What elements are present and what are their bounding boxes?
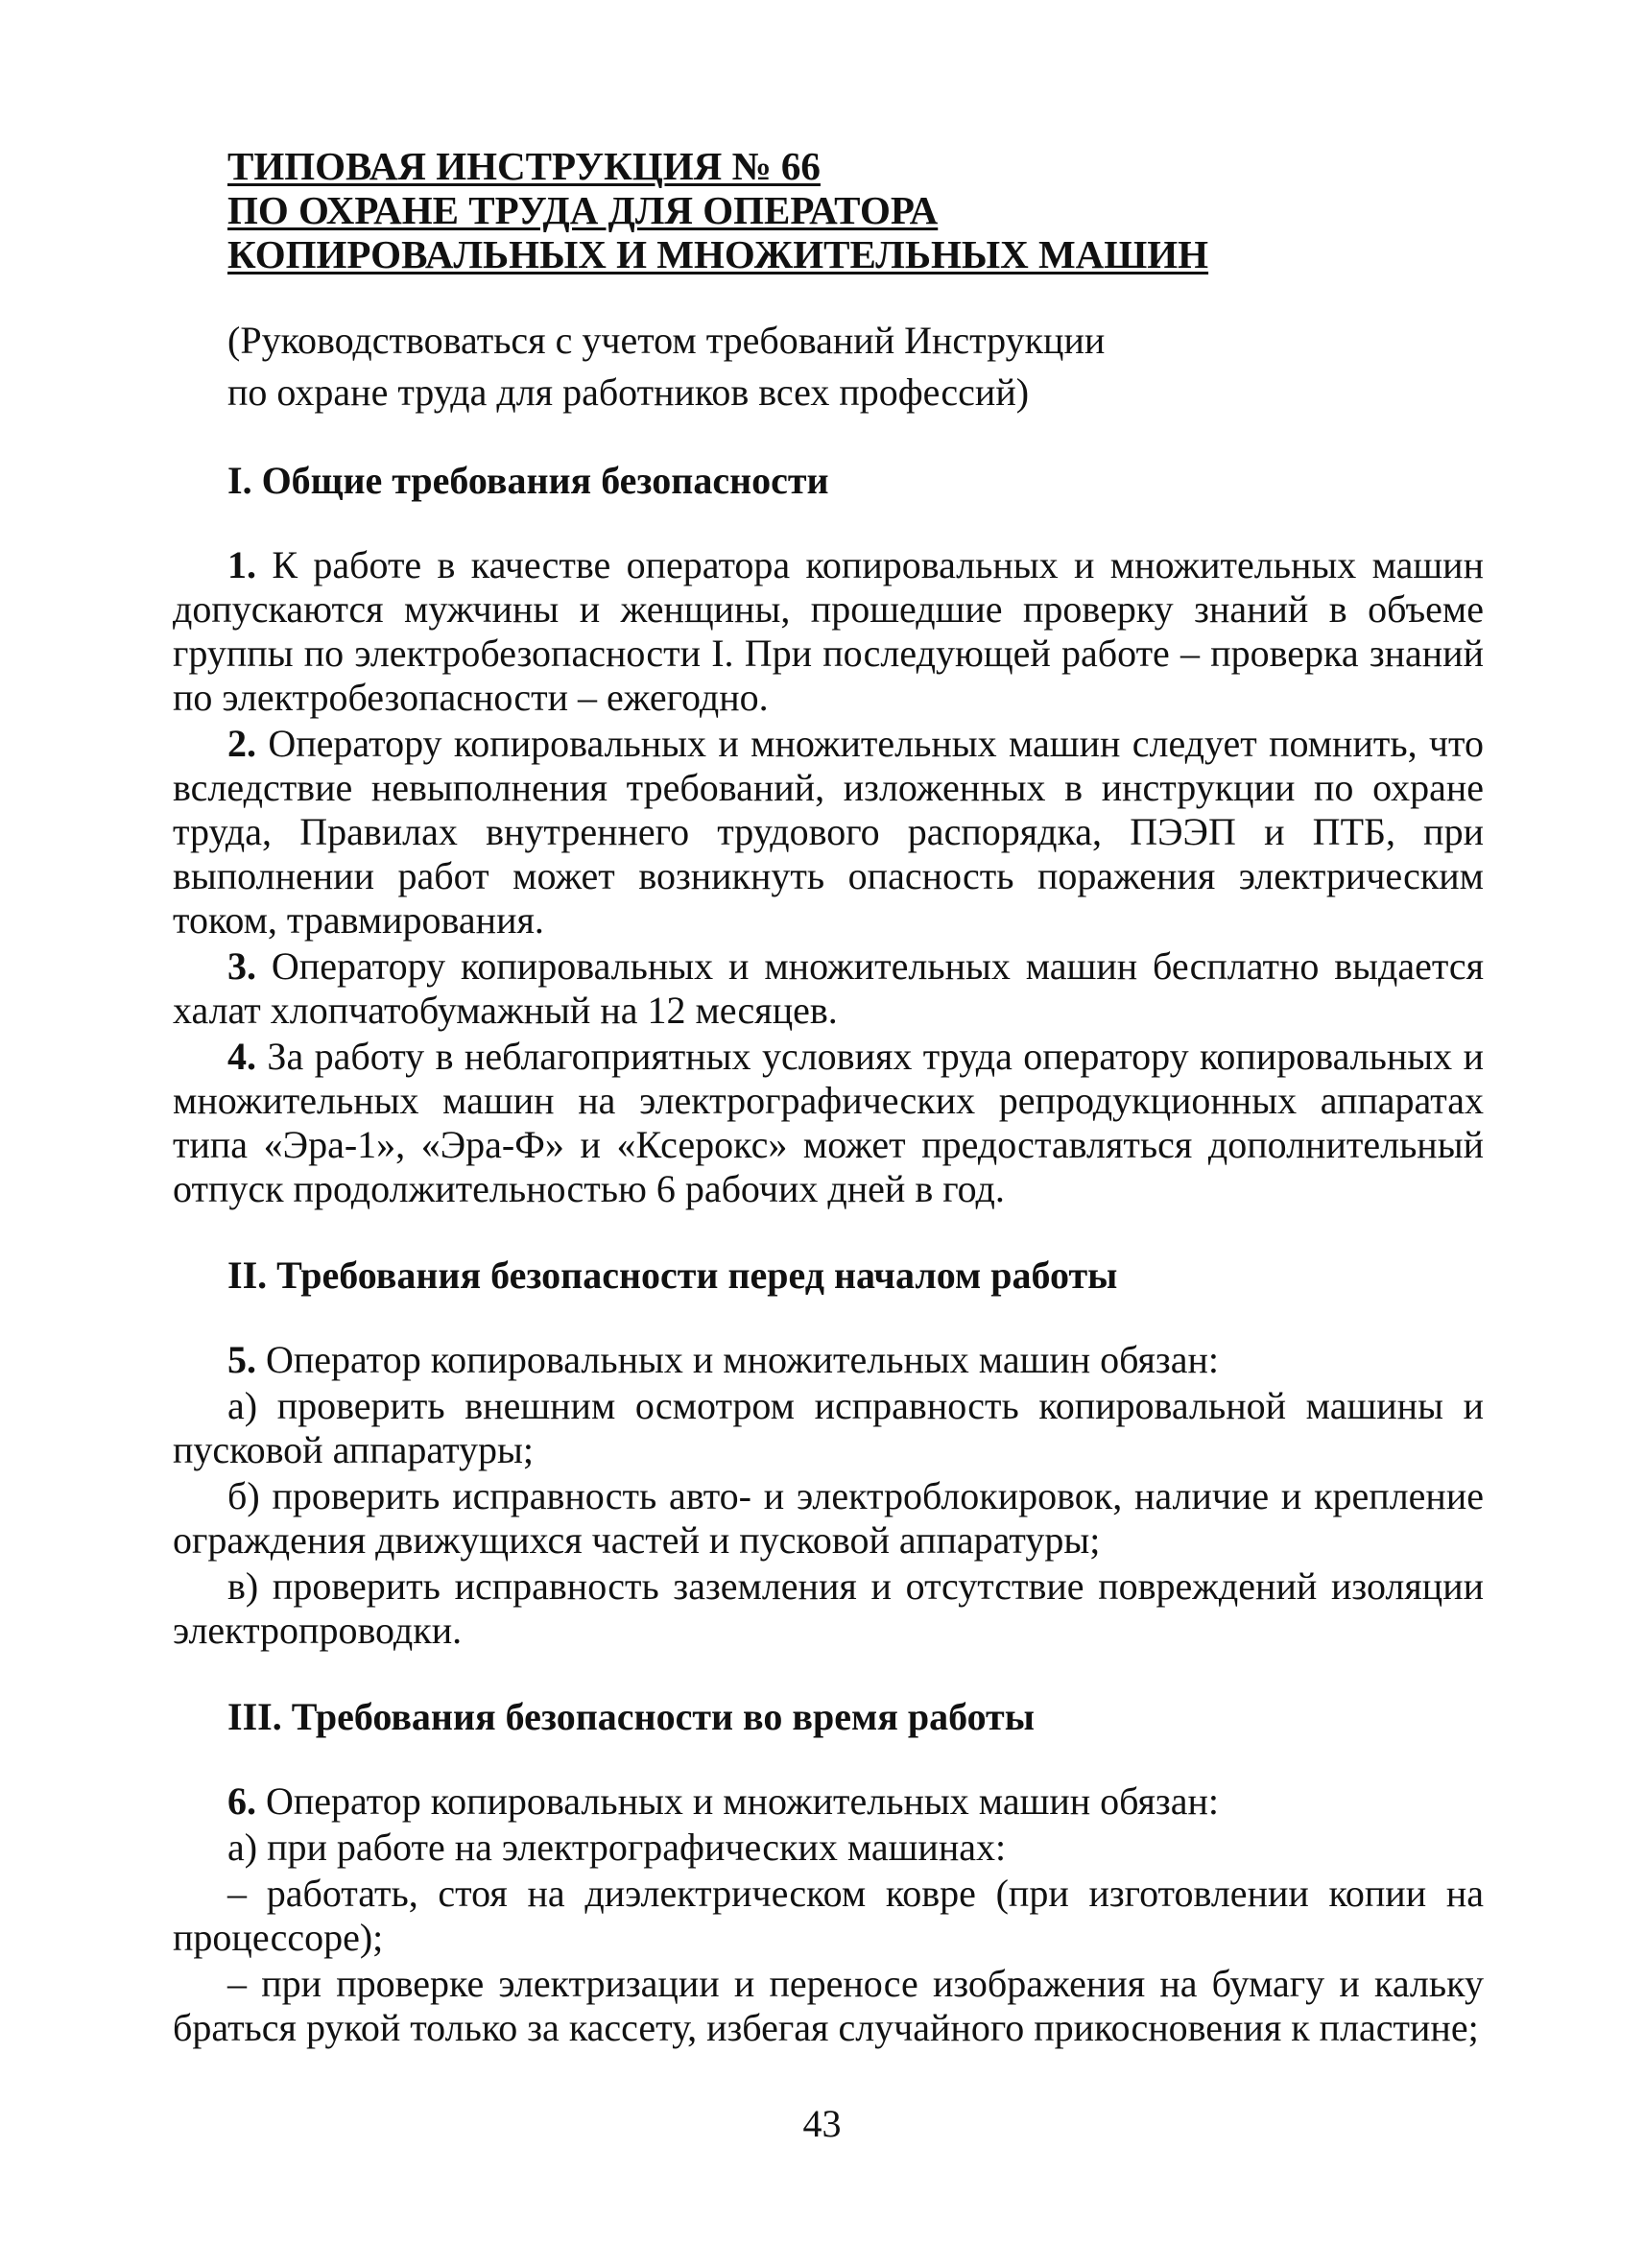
title-line-3: КОПИРОВАЛЬНЫХ И МНОЖИТЕЛЬНЫХ МАШИН xyxy=(227,232,1209,276)
section-heading-1: I. Общие требования безопасности xyxy=(227,459,829,502)
paragraph-5-text: Оператор копировальных и множительных машин обязан: xyxy=(256,1338,1220,1381)
paragraph-5 xyxy=(173,1338,1484,1382)
paragraph-6-number: 6. xyxy=(227,1779,256,1823)
paragraph-2 xyxy=(173,722,1484,943)
paragraph-1 xyxy=(173,543,1484,720)
paragraph-3 xyxy=(173,944,1484,1033)
paragraph-4-number: 4. xyxy=(227,1035,256,1078)
paragraph-4 xyxy=(173,1035,1484,1211)
paragraph-3-number: 3. xyxy=(227,944,256,988)
paragraph-6a-2: – при проверке электризации и переносе изображения на бумагу и кальку браться рукой только за кассету, избегая случайного прикосновения к пластине; xyxy=(173,1962,1484,2049)
subtitle-line-1: (Руководствоваться с учетом требований Инструкции xyxy=(227,319,1106,362)
paragraph-5-number: 5. xyxy=(227,1338,256,1381)
paragraph-1-text: К работе в качестве оператора копировальных и множительных машин допускаются мужчины и женщины, прошедшие проверку знаний в объеме группы по электробезопасности I. При последующей работе – проверка знаний по электробезопасности – ежегодно. xyxy=(173,543,1484,719)
document-subtitle xyxy=(173,315,1484,418)
subtitle-line-2: по охране труда для работников всех профессий) xyxy=(227,370,1030,414)
paragraph-6-text: Оператор копировальных и множительных машин обязан: xyxy=(256,1779,1220,1823)
paragraph-5c: в) проверить исправность заземления и отсутствие повреждений изоляции электропроводки. xyxy=(173,1564,1484,1652)
paragraph-3-text: Оператору копировальных и множительных машин бесплатно выдается халат хлопчатобумажный на 12 месяцев. xyxy=(173,944,1484,1032)
paragraph-2-text: Оператору копировальных и множительных машин следует помнить, что вследствие невыполнения требований, изложенных в инструкции по охране труда, Правилах внутреннего трудового распорядка, ПЭЭП и ПТБ, при выполнении работ может возникнуть опасность поражения электрическим током, травмирования. xyxy=(173,722,1484,942)
paragraph-2-number: 2. xyxy=(227,722,256,765)
title-line-2: ПО ОХРАНЕ ТРУДА ДЛЯ ОПЕРАТОРА xyxy=(227,188,939,232)
page-number: 43 xyxy=(802,2102,842,2145)
document-title xyxy=(173,144,1484,276)
paragraph-5a: а) проверить внешним осмотром исправность копировальной машины и пусковой аппаратуры; xyxy=(173,1384,1484,1471)
paragraph-5b: б) проверить исправность авто- и электроблокировок, наличие и крепление ограждения движущихся частей и пусковой аппаратуры; xyxy=(173,1474,1484,1562)
section-heading-2: II. Требования безопасности перед началом работы xyxy=(227,1253,1118,1297)
paragraph-6a: а) при работе на электрографических машинах: xyxy=(227,1826,1007,1869)
paragraph-6 xyxy=(173,1779,1484,1824)
paragraph-1-number: 1. xyxy=(227,543,256,586)
paragraph-6a-1: – работать, стоя на диэлектрическом ковре (при изготовлении копии на процессоре); xyxy=(173,1872,1484,1959)
title-line-1: ТИПОВАЯ ИНСТРУКЦИЯ № 66 xyxy=(227,144,821,188)
section-heading-3: III. Требования безопасности во время работы xyxy=(227,1695,1035,1738)
page-content xyxy=(173,144,1484,2052)
paragraph-4-text: За работу в неблагоприятных условиях труда оператору копировальных и множительных машин на электрографических репродукционных аппаратах типа «Эра-1», «Эра-Ф» и «Ксерокс» может предоставляться дополнительный отпуск продолжительностью 6 рабочих дней в год. xyxy=(173,1035,1484,1210)
